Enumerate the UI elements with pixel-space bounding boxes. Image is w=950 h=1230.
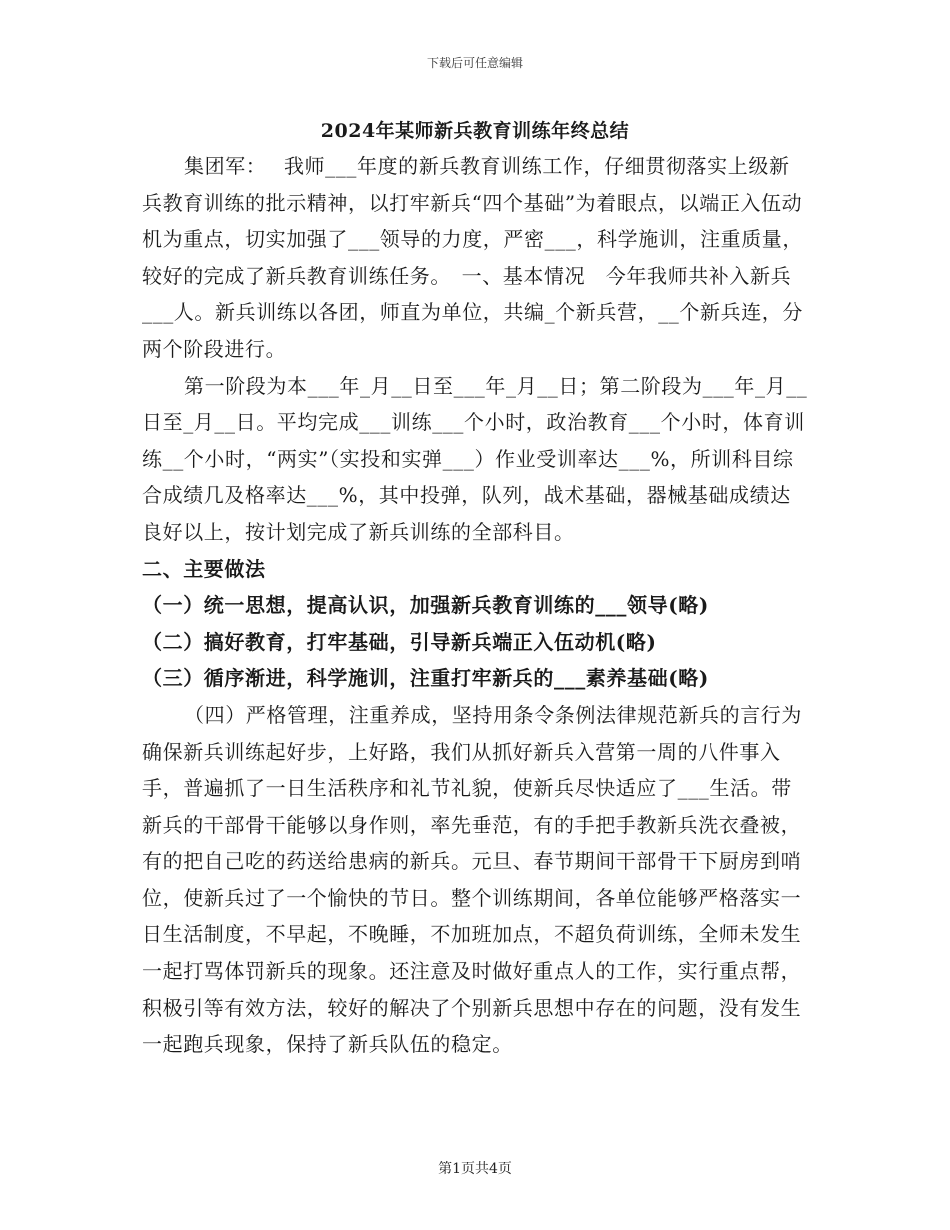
document-title: 2024年某师新兵教育训练年终总结: [320, 120, 630, 142]
section-heading: 二、主要做法: [142, 556, 266, 581]
sub-heading-3: （三）循序渐进，科学施训，注重打牢新兵的___素养基础(略): [142, 666, 709, 691]
paragraph-intro: 集团军： 我师___年度的新兵教育训练工作，仔细贯彻落实上级新兵教育训练的批示精神，以打牢新兵“四个基础”为着眼点，以端正入伍动机为重点，切实加强了___领导的力度，严密___，科学施训，注重质量，较好的完成了新兵教育训练任务。 一、基本情况 今年我师共补入新兵___人。新兵训练以各团，师直为单位，共编_个新兵营，__个新兵连，分两个阶段进行。: [142, 154, 803, 361]
document-body: [142, 148, 810, 1063]
sub-heading-2: （二）搞好教育，打牢基础，引导新兵端正入伍动机(略): [142, 629, 657, 654]
sub-heading-1: （一）统一思想，提高认识，加强新兵教育训练的___领导(略): [142, 593, 709, 618]
paragraph-four: （四）严格管理，注重养成，坚持用条令条例法律规范新兵的言行为确保新兵训练起好步，上好路，我们从抓好新兵入营第一周的八件事入手，普遍抓了一日生活秩序和礼节礼貌，使新兵尽快适应了___生活。带新兵的干部骨干能够以身作则，率先垂范，有的手把手教新兵洗衣叠被，有的把自己吃的药送给患病的新兵。元旦、春节期间干部骨干下厨房到哨位，使新兵过了一个愉快的节日。整个训练期间，各单位能够严格落实一日生活制度，不早起，不晚睡，不加班加点，不超负荷训练，全师未发生一起打骂体罚新兵的现象。还注意及时做好重点人的工作，实行重点帮，积极引等有效方法，较好的解决了个别新兵思想中存在的问题，没有发生一起跑兵现象，保持了新兵队伍的稳定。: [142, 702, 802, 1057]
paragraph-stages: 第一阶段为本___年_月__日至___年_月__日；第二阶段为___年_月__日至_月__日。平均完成___训练___个小时，政治教育___个小时，体育训练__个小时，“两实”（实投和实弹___）作业受训率达___%，所训科目综合成绩几及格率达___%，其中投弹，队列，战术基础，器械基础成绩达良好以上，按计划完成了新兵训练的全部科目。: [142, 373, 808, 544]
page-footer: 第1页共4页: [438, 1161, 512, 1177]
header-note: 下载后可任意编辑: [426, 56, 523, 70]
